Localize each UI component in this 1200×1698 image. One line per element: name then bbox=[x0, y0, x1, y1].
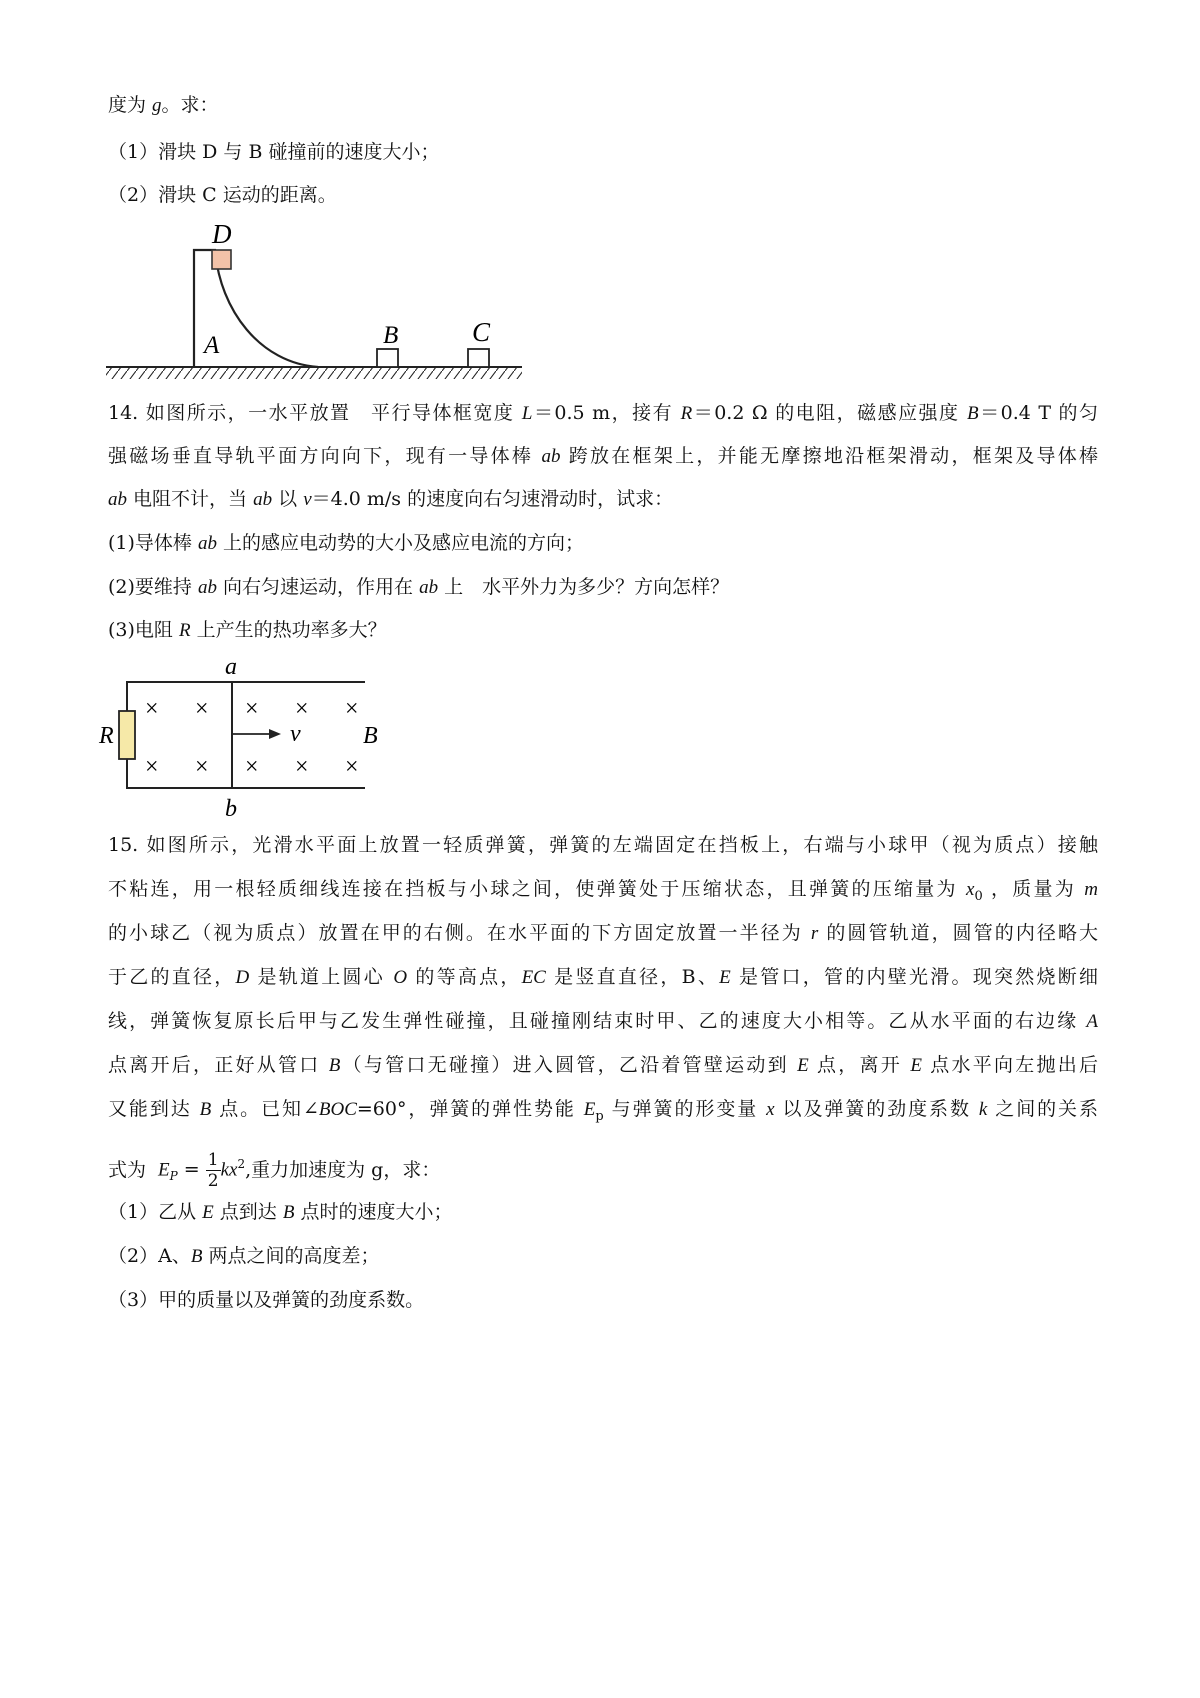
q15-part-1: （1）乙从 E 点到达 B 点时的速度大小； bbox=[108, 1201, 453, 1223]
q15-part-3: （3）甲的质量以及弹簧的劲度系数。 bbox=[108, 1289, 425, 1311]
energy-formula: $E_P$ = $\frac{1}{2}$ $kx^2$ bbox=[158, 1149, 246, 1191]
field-cross: × bbox=[345, 696, 359, 722]
q15-line-2: 不粘连，用一根轻质细线连接在挡板与小球之间，使弹簧处于压缩状态，且弹簧的压缩量为 $x_0$ ，质量为 m bbox=[108, 878, 1098, 904]
q15-line-7: 又能到达 B 点。已知∠BOC=60°，弹簧的弹性势能 $E_p$ 与弹簧的形变量 x 以及弹簧的劲度系数 k 之间的关系 bbox=[108, 1098, 1098, 1124]
q14-part-3: (3)电阻 R 上产生的热功率多大？ bbox=[108, 619, 387, 641]
question-13-part-1: （1）滑块 D 与 B 碰撞前的速度大小； bbox=[108, 141, 440, 163]
label-a: A bbox=[204, 332, 220, 359]
label-v: v bbox=[290, 721, 301, 747]
velocity-arrowhead bbox=[269, 729, 281, 739]
q15-line-6: 点离开后，正好从管口 B（与管口无碰撞）进入圆管，乙沿着管壁运动到 E 点，离开 E 点水平向左抛出后 bbox=[108, 1054, 1098, 1076]
fraction-one-half: $\frac{1}{2}$ bbox=[207, 1149, 219, 1191]
field-cross: × bbox=[295, 696, 309, 722]
field-cross: × bbox=[145, 696, 159, 722]
q14-line-3: ab 电阻不计，当 ab 以 v＝4.0 m/s 的速度向右匀速滑动时，试求： bbox=[108, 488, 674, 510]
label-b: b bbox=[225, 796, 237, 822]
slider-d bbox=[212, 250, 231, 269]
label-c: C bbox=[472, 317, 491, 347]
field-cross: × bbox=[245, 696, 259, 722]
q15-line-1: 15. 如图所示，光滑水平面上放置一轻质弹簧，弹簧的左端固定在挡板上，右端与小球甲（视为质点）接触 bbox=[108, 834, 1098, 856]
q14-part-1: (1)导体棒 ab 上的感应电动势的大小及感应电流的方向； bbox=[108, 532, 585, 554]
field-cross: × bbox=[345, 754, 359, 780]
q15-line-3: 的小球乙（视为质点）放置在甲的右侧。在水平面的下方固定放置一半径为 r 的圆管轨道，圆管的内径略大 bbox=[108, 922, 1098, 944]
block-b bbox=[377, 349, 398, 367]
label-r: R bbox=[99, 723, 114, 749]
q14-line-2: 强磁场垂直导轨平面方向向下，现有一导体棒 ab 跨放在框架上，并能无摩擦地沿框架滑动，框架及导体棒 bbox=[108, 445, 1098, 467]
q15-line-5: 线，弹簧恢复原长后甲与乙发生弹性碰撞，且碰撞刚结束时甲、乙的速度大小相等。乙从水平面的右边缘 A bbox=[108, 1010, 1098, 1032]
q15-part-2: （2）A、B 两点之间的高度差； bbox=[108, 1245, 380, 1267]
field-cross: × bbox=[145, 754, 159, 780]
q15-line-4: 于乙的直径，D 是轨道上圆心 O 的等高点，EC 是竖直直径，B、E 是管口，管的内壁光滑。现突然烧断细 bbox=[108, 966, 1098, 988]
label-d: D bbox=[212, 219, 232, 249]
field-cross: × bbox=[195, 754, 209, 780]
label-field-b: B bbox=[363, 723, 378, 749]
resistor-r bbox=[119, 711, 135, 759]
question-13-part-2: （2）滑块 C 运动的距离。 bbox=[108, 184, 337, 206]
label-a: a bbox=[225, 654, 237, 680]
conductor-frame-figure bbox=[95, 650, 405, 825]
q14-part-2: (2)要维持 ab 向右匀速运动，作用在 ab 上 水平外力为多少？方向怎样？ bbox=[108, 576, 730, 598]
field-cross: × bbox=[295, 754, 309, 780]
field-cross: × bbox=[245, 754, 259, 780]
prev-question-tail: 度为 g。求： bbox=[108, 94, 219, 116]
ground-hatch bbox=[106, 367, 522, 379]
field-cross: × bbox=[195, 696, 209, 722]
ramp-figure bbox=[100, 215, 530, 385]
q15-line-8-formula: 式为 $E_P$ = $\frac{1}{2}$ $kx^2$,重力加速度为 g，求： bbox=[108, 1139, 440, 1189]
label-b: B bbox=[383, 322, 399, 349]
block-c bbox=[468, 349, 489, 367]
magnetic-field-crosses bbox=[145, 696, 359, 780]
q14-line-1: 14. 如图所示，一水平放置 平行导体框宽度 L＝0.5 m，接有 R＝0.2 Ω 的电阻，磁感应强度 B＝0.4 T 的匀 bbox=[108, 402, 1099, 424]
